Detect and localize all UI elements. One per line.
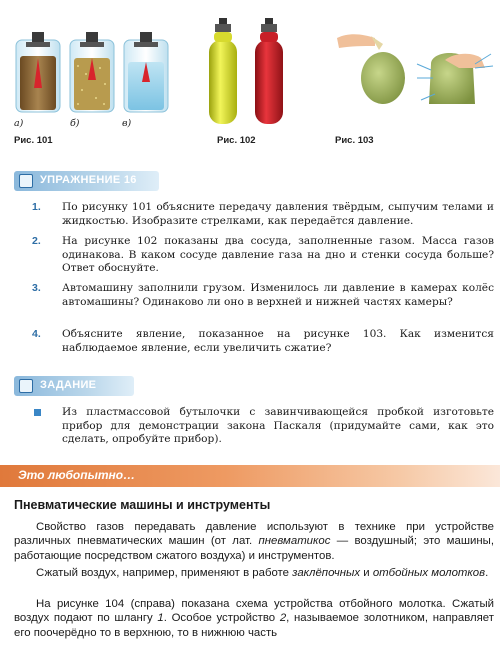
fig102-caption: Рис. 102 [217,135,256,146]
exercise-item-text: Объясните явление, показанное на рисунке 103. Как изменится наблюдаемое явление, если увеличить сжатие? [62,328,494,354]
paragraph-text: Свойство газов передавать давление используют в технике при устройстве различных пневматических машин (от лат. [14,521,494,548]
exercise-item [32,201,494,228]
paragraph-text: , называемое золотником, направляет его поочерёдно то в верхнюю, то в нижнюю часть [14,612,494,639]
bullet-icon [34,409,41,416]
paragraph [14,566,494,580]
task-text: Из пластмассовой бутылочки с завинчивающейся пробкой изготовьте прибор для демонстрации закона Паскаля (придумайте сами, как это сделать, опробуйте прибор). [62,406,494,445]
paragraph-text: Сжатый воздух, например, применяют в работе [36,567,293,579]
paragraph-term: 2 [279,612,287,625]
fig102-illustration [205,14,295,132]
task-header [14,376,134,396]
exercise-item [32,235,494,276]
fig101-sub-b: б) [70,118,80,129]
exercise-item [32,328,494,355]
paragraph-term: заклёпочных [292,567,361,579]
paragraph-term: 1 [157,612,164,625]
paragraph-text: . Особое устройство [163,612,280,625]
task-icon [19,379,33,393]
exercise-item [32,282,494,309]
figures-strip [0,0,500,160]
fig103-caption: Рис. 103 [335,135,374,146]
fig101-illustration [12,18,177,118]
fig101-caption: Рис. 101 [14,135,53,146]
curious-banner [0,465,500,487]
paragraph-term: пневматикос [258,535,331,548]
curious-banner-text: Это любопытно… [18,468,136,482]
exercise-item-number: 2. [32,235,41,247]
paragraph [14,597,494,640]
paragraph-term: отбойных молотков [372,567,486,579]
paragraph-text: — воздушный; это машины, работающие посредством сжатого воздуха) и инструментов. [14,535,494,562]
paragraph-text: . [485,567,489,579]
fig103-illustration [335,24,495,112]
exercise-item-text: По рисунку 101 объясните передачу давления твёрдым, сыпучим телами и жидкостью. Изобразите стрелками, как передаётся давление. [62,201,494,227]
fig101-sub-c: в) [122,118,132,129]
section-heading: Пневматические машины и инструменты [14,498,271,512]
paragraph-text: и [360,567,373,579]
exercise-title: УПРАЖНЕНИЕ 16 [40,174,137,186]
fig101-sub-a: а) [14,118,24,129]
exercise-item-number: 3. [32,282,41,294]
paragraph-text: На рисунке 104 (справа) показана схема устройства отбойного молотка. Сжатый воздух подают по шлангу [14,598,494,625]
exercise-item-number: 4. [32,328,41,340]
pencil-icon [19,174,33,188]
exercise-item-text: Автомашину заполнили грузом. Изменилось ли давление в камерах колёс автомашины? Одинаково ли оно в верхней и нижней частях камеры? [62,282,494,308]
exercise-item-text: На рисунке 102 показаны два сосуда, заполненные газом. Масса газов одинакова. В каком сосуде давление газа на дно и стенки сосуда больше? Ответ обоснуйте. [62,235,494,274]
paragraph [14,520,494,563]
exercise-item-number: 1. [32,201,41,213]
task-item [62,406,494,447]
task-title: ЗАДАНИЕ [40,379,97,391]
exercise-header [14,171,159,191]
